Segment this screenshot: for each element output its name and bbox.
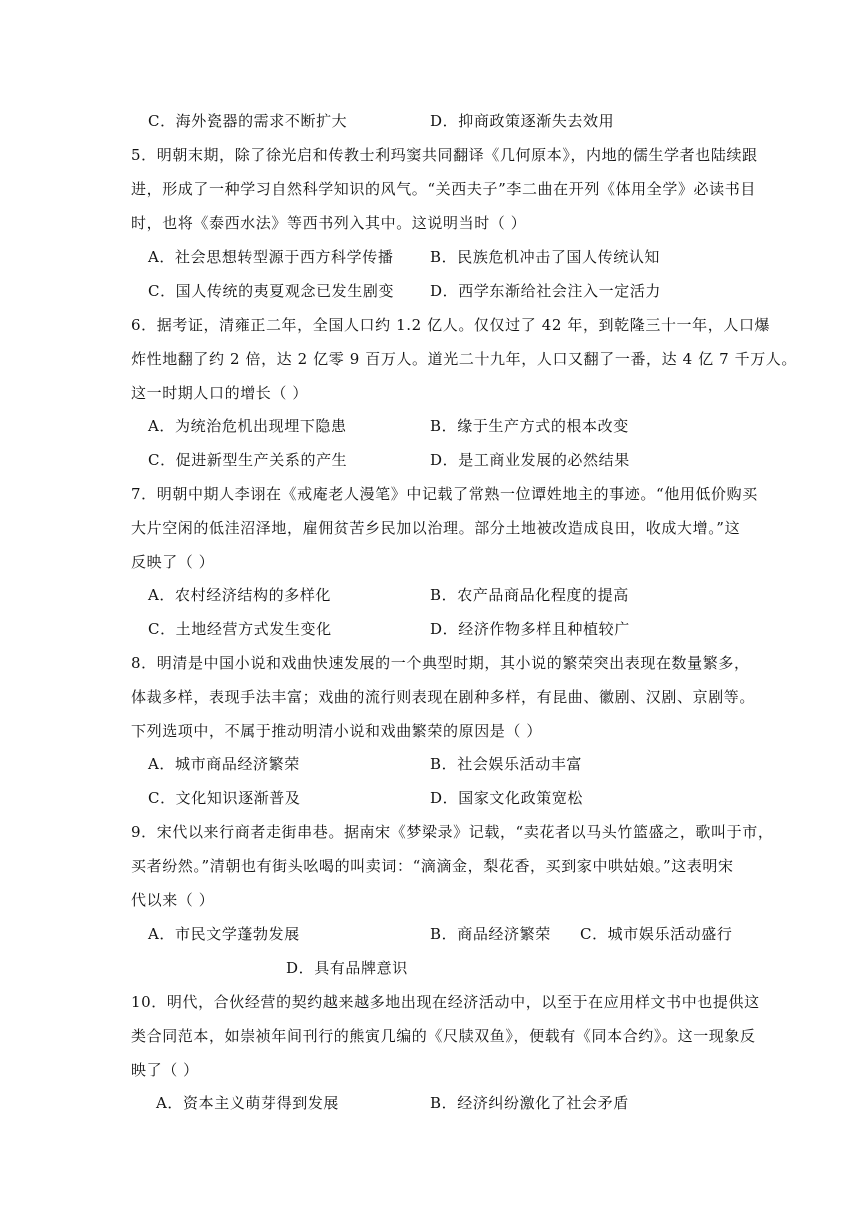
q9-stem-line-3: 代以来（ ） <box>131 891 215 909</box>
q8-stem-line-1: 8．明清是中国小说和戏曲快速发展的一个典型时期，其小说的繁荣突出表现在数量繁多， <box>131 654 750 672</box>
q4-option-c: C．海外瓷器的需求不断扩大 <box>148 112 348 130</box>
q9-stem-line-1: 9．宋代以来行商者走街串巷。据南宋《梦梁录》记载，“卖花者以马头竹篮盛之，歌叫于市， <box>131 823 774 841</box>
q9-option-a: A．市民文学蓬勃发展 <box>148 925 300 943</box>
q8-stem-line-2: 体裁多样，表现手法丰富；戏曲的流行则表现在剧种多样，有昆曲、徽剧、汉剧、京剧等。 <box>131 688 756 706</box>
q7-option-b: B．农产品商品化程度的提高 <box>430 586 629 604</box>
q8-option-a: A．城市商品经济繁荣 <box>148 755 300 773</box>
q7-option-a: A．农村经济结构的多样化 <box>148 586 332 604</box>
q7-stem-line-3: 反映了（ ） <box>131 553 215 571</box>
q5-option-c: C．国人传统的夷夏观念已发生剧变 <box>148 282 395 300</box>
q7-stem-line-2: 大片空闲的低洼沼泽地，雇佣贫苦乡民加以治理。部分土地被改造成良田，收成大增。”这 <box>131 519 741 537</box>
q6-option-d: D．是工商业发展的必然结果 <box>430 451 630 469</box>
q10-stem-line-1: 10．明代，合伙经营的契约越来越多地出现在经济活动中，以至于在应用样文书中也提供这 <box>131 993 760 1011</box>
q7-stem-line-1: 7．明朝中期人李诩在《戒庵老人漫笔》中记载了常熟一位谭姓地主的事迹。“他用低价购买 <box>131 485 758 503</box>
q10-stem-line-3: 映了（ ） <box>131 1061 199 1079</box>
q6-stem-line-3: 这一时期人口的增长（ ） <box>131 384 308 402</box>
q5-option-a: A．社会思想转型源于西方科学传播 <box>148 248 394 266</box>
q6-option-b: B．缘于生产方式的根本改变 <box>430 417 629 435</box>
q5-stem-line-2: 进，形成了一种学习自然科学知识的风气。“关西夫子”李二曲在开列《体用全学》必读书目 <box>131 180 756 198</box>
q10-stem-line-2: 类合同范本，如崇祯年间刊行的熊寅几编的《尺牍双鱼》，便载有《同本合约》。这一现象反 <box>131 1027 756 1045</box>
q10-option-b: B．经济纠纷激化了社会矛盾 <box>430 1094 629 1112</box>
q6-stem-line-1: 6．据考证，清雍正二年，全国人口约 1.2 亿人。仅仅过了 42 年，到乾隆三十一年，人口爆 <box>131 316 771 334</box>
q10-option-a: A．资本主义萌芽得到发展 <box>156 1094 340 1112</box>
q6-option-c: C．促进新型生产关系的产生 <box>148 451 348 469</box>
q8-option-c: C．文化知识逐渐普及 <box>148 789 301 807</box>
q8-option-b: B．社会娱乐活动丰富 <box>430 755 583 773</box>
q5-stem-line-1: 5．明朝末期，除了徐光启和传教士利玛窦共同翻译《几何原本》，内地的儒生学者也陆续跟 <box>131 146 758 164</box>
q9-option-c: C．城市娱乐活动盛行 <box>580 925 733 943</box>
q4-option-d: D．抑商政策逐渐失去效用 <box>430 112 615 130</box>
q9-stem-line-2: 买者纷然。”清朝也有街头吆喝的叫卖词：“滴滴金，梨花香，买到家中哄姑娘。”这表明宋 <box>131 857 734 875</box>
q5-stem-line-3: 时，也将《泰西水法》等西书列入其中。这说明当时（ ） <box>131 214 527 232</box>
q7-option-d: D．经济作物多样且种植较广 <box>430 620 630 638</box>
q9-option-d: D．具有品牌意识 <box>286 959 408 977</box>
q5-option-b: B．民族危机冲击了国人传统认知 <box>430 248 661 266</box>
q6-stem-line-2: 炸性地翻了约 2 倍，达 2 亿零 9 百万人。道光二十九年，人口又翻了一番，达 4 亿 7 千万人。 <box>131 350 798 368</box>
q9-option-b: B．商品经济繁荣 <box>430 925 551 943</box>
q8-stem-line-3: 下列选项中，不属于推动明清小说和戏曲繁荣的原因是（ ） <box>131 722 542 740</box>
q5-option-d: D．西学东渐给社会注入一定活力 <box>430 282 662 300</box>
q6-option-a: A．为统治危机出现埋下隐患 <box>148 417 347 435</box>
q7-option-c: C．土地经营方式发生变化 <box>148 620 332 638</box>
q8-option-d: D．国家文化政策宽松 <box>430 789 584 807</box>
